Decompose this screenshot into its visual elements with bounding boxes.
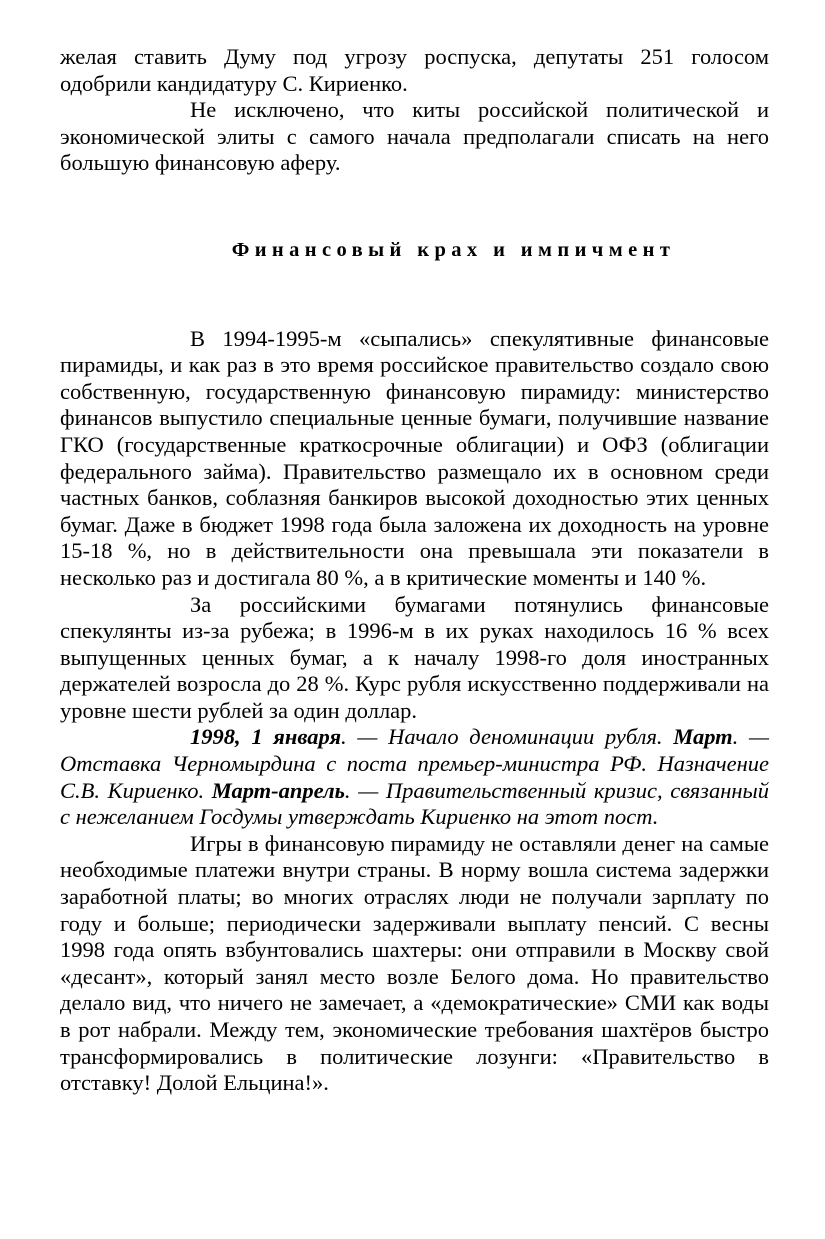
section-title: Финансовый крах и импичмент xyxy=(231,238,676,261)
document-page xyxy=(60,44,769,1097)
chronology-date: Март xyxy=(673,724,733,750)
paragraph-body-3: Игры в финансовую пирамиду не оставляли денег на самые необходимые платежи внутри страны. В норму вошла система задержки заработной платы; во многих отраслях люди не получали зарплату по году и больше; периодически задерживали выплату пенсий. С весны 1998 года опять взбунтовались шахтеры: они отправили в Москву свой «десант», который занял место возле Белого дома. Но правительство делало вид, что ничего не замечает, а «демократические» СМИ как воды в рот набрали. Между тем, экономические требования шахтёров быстро трансформировались в политические лозунги: «Правительство в отставку! Долой Ельцина!». xyxy=(60,830,769,1096)
chronology-paragraph xyxy=(60,724,769,830)
chronology-text: . — Правительственный кризис, связанный с нежеланием Госдумы утверждать Кириенко на этот пост. xyxy=(60,777,770,830)
paragraph-intro-continuation: желая ставить Думу под угрозу роспуска, депутаты 251 голосом одобрили кандидатуру С. Кириенко. xyxy=(60,44,769,96)
spacer xyxy=(60,264,769,326)
paragraph-body-2: За российскими бумагами потянулись финансовые спекулянты из-за рубежа; в 1996-м в их руках находилось 16 % всех выпущенных ценных бумаг, а к началу 1998-го доля иностранных держателей возросла до 28 %. Курс рубля искусственно поддерживали на уровне шести рублей за один доллар. xyxy=(60,591,769,723)
chronology-text: . — Отставка Черномырдина с поста премьер-министра РФ. Назначение С.В. Кириенко. xyxy=(60,724,769,803)
chronology-date: 1998, 1 января xyxy=(190,724,342,750)
chronology-text: . — Начало деноминации рубля. xyxy=(341,724,674,750)
paragraph-intro-2: Не исключено, что киты российской политической и экономической элиты с самого начала предполагали списать на него большую финансовую аферу. xyxy=(60,97,769,176)
chronology-date: Март-апрель xyxy=(211,777,345,803)
paragraph-body-1: В 1994-1995-м «сыпались» спекулятивные финансовые пирамиды, и как раз в это время российское правительство создало свою собственную, государственную финансовую пирамиду: министерство финансов выпустило специальные ценные бумаги, получившие название ГКО (государственные краткосрочные облигации) и ОФЗ (облигации федерального займа). Правительство размещало их в основном среди частных банков, соблазняя банкиров высокой доходностью этих ценных бумаг. Даже в бюджет 1998 года была заложена их доходность на уровне 15-18 %, но в действительности она превышала эти показатели в несколько раз и достигала 80 %, а в критические моменты и 140 %. xyxy=(60,325,769,590)
spacer xyxy=(60,177,769,237)
